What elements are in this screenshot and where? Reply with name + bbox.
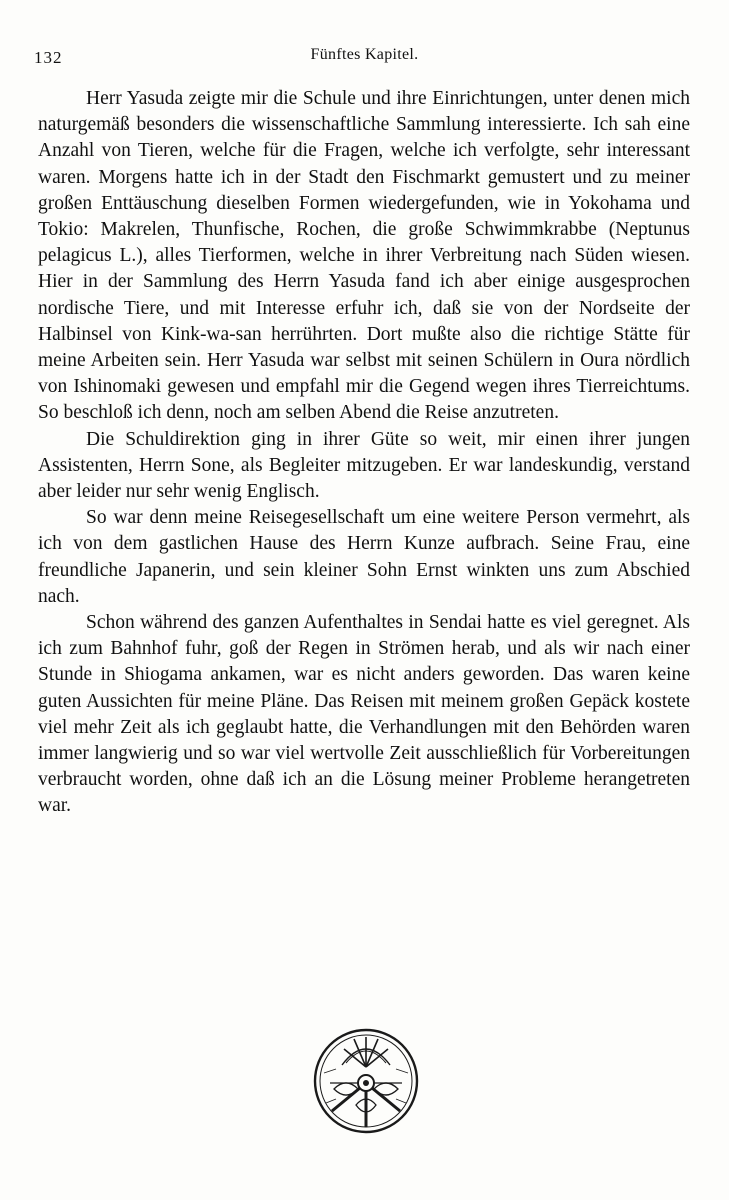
paragraph-2: Die Schuldirektion ging in ihrer Güte so weit, mir einen ihrer jungen Assistenten, Herrn Sone, als Begleiter mitzugeben. Er war landeskundig, verstand aber leider nur sehr wenig Englisch. — [38, 428, 690, 503]
paragraph-4: Schon während des ganzen Aufenthaltes in Sendai hatte es viel geregnet. Als ich zum Bahnhof fuhr, goß der Regen in Strömen herab, und als wir nach einer Stunde in Shiogama ankamen, war es nicht anders geworden. Das waren keine guten Aussichten für meine Pläne. Das Reisen mit meinem großen Gepäck kostete viel mehr Zeit als ich geglaubt hatte, die Verhandlungen mit den Behörden waren immer langwierig und so war viel wertvolle Zeit ausschließlich für Vorbereitungen verbraucht worden, ohne daß ich an die Lösung meiner Probleme herangetreten war. — [38, 612, 690, 817]
paragraph-3: So war denn meine Reisegesellschaft um eine weitere Person vermehrt, als ich von dem gastlichen Hause des Herrn Kunze aufbrach. Seine Frau, eine freundliche Japanerin, und sein kleiner Sohn Ernst winkten uns zum Abschied nach. — [38, 507, 690, 607]
crest-ornament-icon — [312, 1027, 420, 1135]
page-number: 132 — [34, 48, 63, 67]
running-head: Fünftes Kapitel. — [310, 46, 419, 63]
body-text — [38, 86, 690, 820]
paragraph-1: Herr Yasuda zeigte mir die Schule und ihre Einrichtungen, unter denen mich naturgemäß besonders die wissenschaftliche Sammlung interessierte. Ich sah eine Anzahl von Tieren, welche für die Fragen, welche ich verfolgte, sehr interessant waren. Morgens hatte ich in der Stadt den Fischmarkt gemustert und zu meiner großen Enttäuschung dieselben Formen wiedergefunden, wie in Yokohama und Tokio: Makrelen, Thunfische, Rochen, die große Schwimmkrabbe (Neptunus pelagicus L.), alles Tierformen, welche in ihrer Verbreitung nach Süden wiesen. Hier in der Sammlung des Herrn Yasuda fand ich aber einige ausgesprochen nordische Tiere, und mit Interesse erfuhr ich, daß sie von der Nordseite der Halbinsel von Kink-wa-san herrührten. Dort mußte also die richtige Stätte für meine Arbeiten sein. Herr Yasuda war selbst mit seinen Schülern in Oura nördlich von Ishinomaki gewesen und empfahl mir die Gegend wegen ihres Tierreichtums. So beschloß ich denn, noch am selben Abend die Reise anzutreten. — [38, 88, 690, 424]
